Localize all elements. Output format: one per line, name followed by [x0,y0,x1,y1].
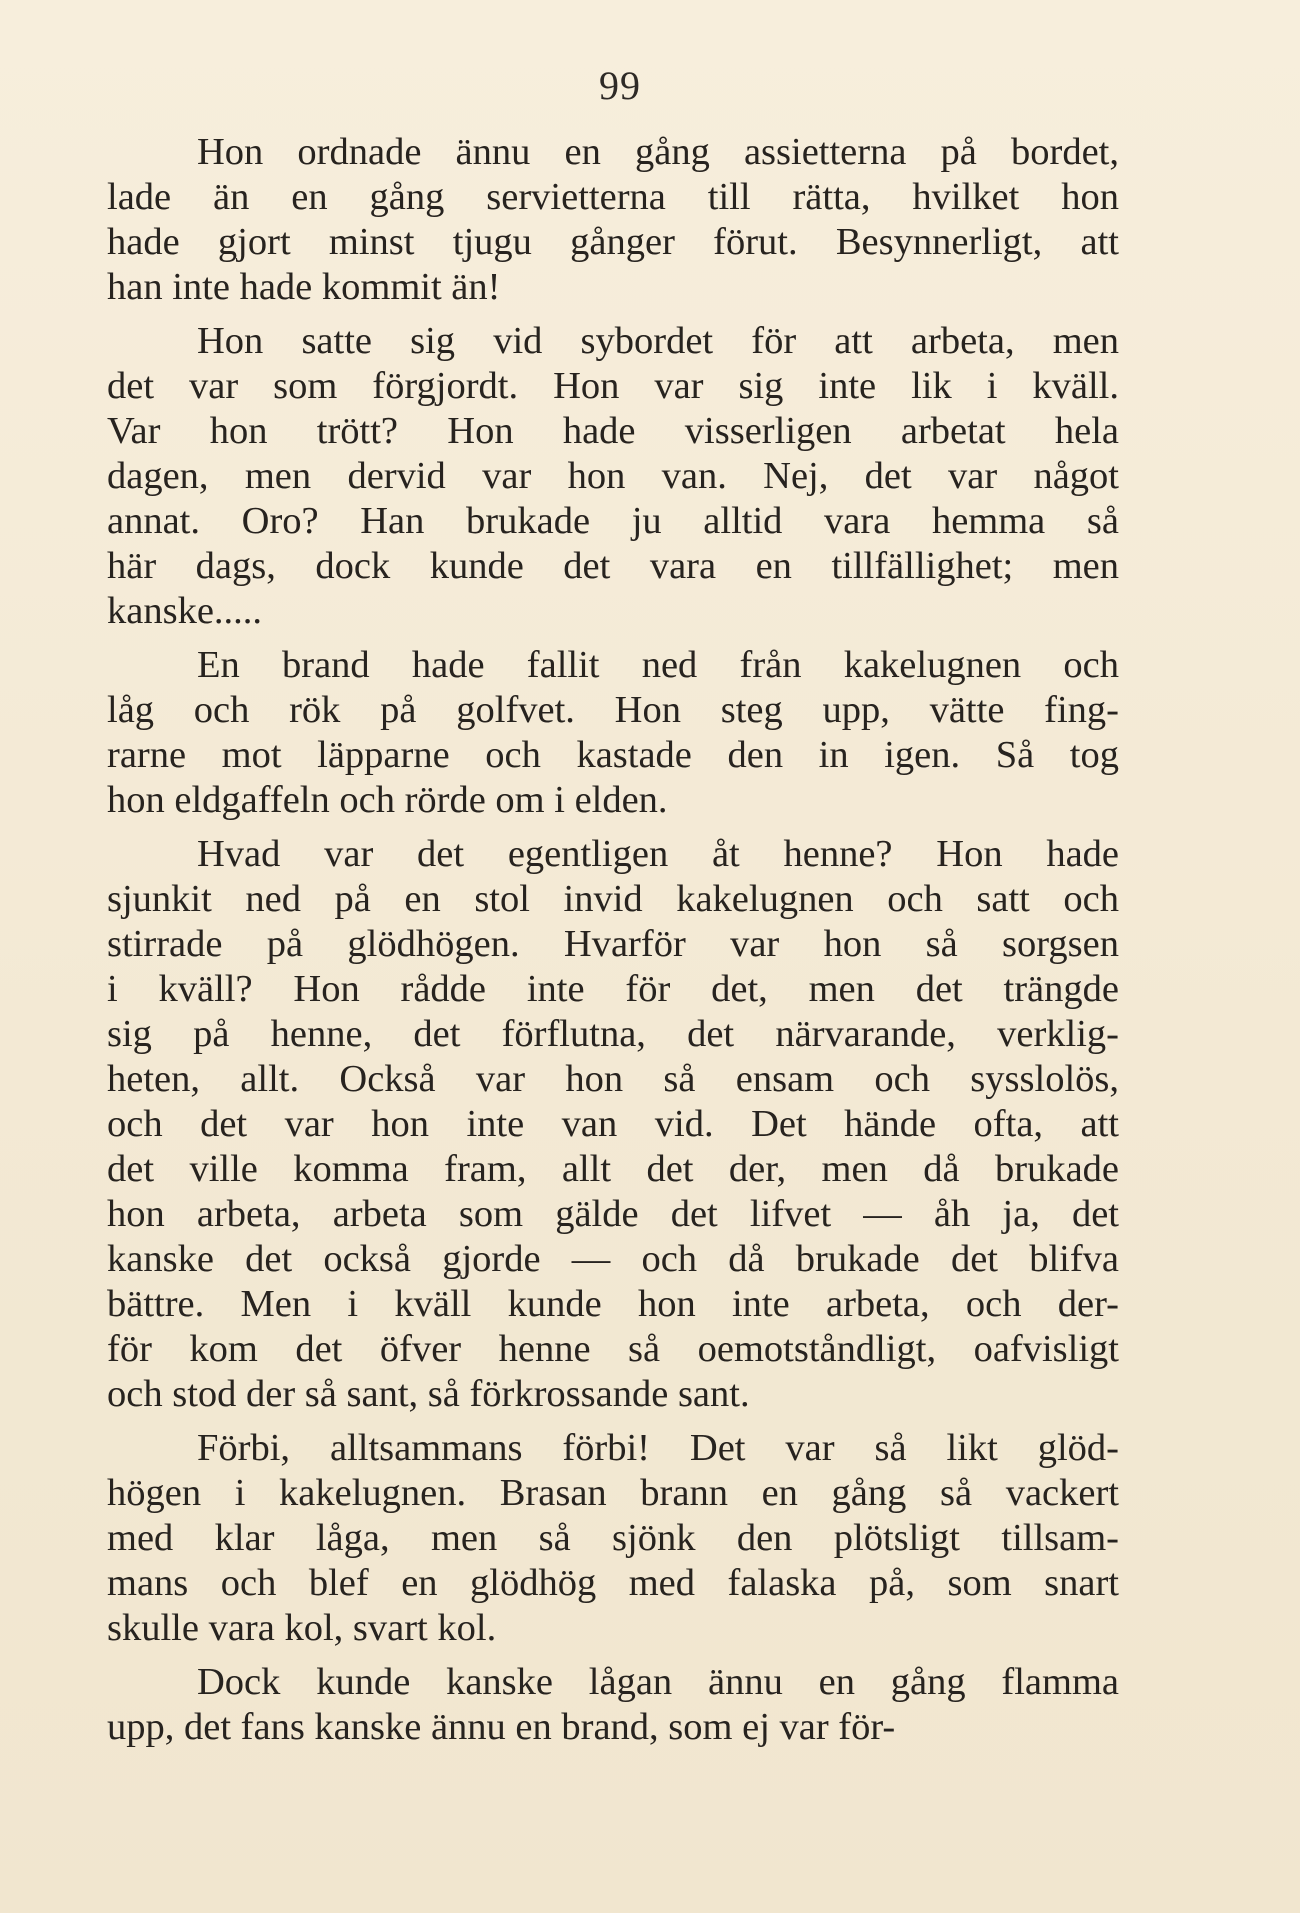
text-line: dagen, men dervid var hon van. Nej, det var något [107,455,1119,497]
text-line: högen i kakelugnen. Brasan brann en gång så vackert [107,1472,1119,1514]
text-line: Dock kunde kanske lågan ännu en gång flamma [197,1661,1119,1703]
text-line: Var hon trött? Hon hade visserligen arbetat hela [107,410,1119,452]
text-line: och det var hon inte van vid. Det hände ofta, att [107,1103,1119,1145]
text-line: det var som förgjordt. Hon var sig inte lik i kväll. [107,365,1119,407]
paragraph [107,643,1119,823]
body-text [107,130,1119,1759]
paragraph [107,319,1119,634]
text-line: kanske..... [107,590,263,632]
paragraph [107,1426,1119,1651]
text-line: sjunkit ned på en stol invid kakelugnen och satt och [107,878,1119,920]
text-line: det ville komma fram, allt det der, men då brukade [107,1148,1119,1190]
text-line: lade än en gång servietterna till rätta, hvilket hon [107,176,1119,218]
text-line: skulle vara kol, svart kol. [107,1607,497,1649]
text-line: hon arbeta, arbeta som gälde det lifvet — åh ja, det [107,1193,1119,1235]
text-line: heten, allt. Också var hon så ensam och sysslolös, [107,1058,1119,1100]
text-line: hade gjort minst tjugu gånger förut. Besynnerligt, att [107,221,1119,263]
text-line: upp, det fans kanske ännu en brand, som ej var för- [107,1706,896,1748]
text-line: En brand hade fallit ned från kakelugnen och [197,644,1119,686]
paragraph [107,1660,1119,1750]
text-line: här dags, dock kunde det vara en tillfällighet; men [107,545,1119,587]
text-line: bättre. Men i kväll kunde hon inte arbeta, och der- [107,1283,1119,1325]
text-line: rarne mot läpparne och kastade den in igen. Så tog [107,734,1119,776]
text-line: för kom det öfver henne så oemotståndligt, oafvisligt [107,1328,1119,1370]
page-number: 99 [599,63,641,108]
text-line: i kväll? Hon rådde inte för det, men det trängde [107,968,1119,1010]
paragraph [107,832,1119,1417]
text-line: kanske det också gjorde — och då brukade det blifva [107,1238,1119,1280]
text-line: Förbi, alltsammans förbi! Det var så likt glöd- [197,1427,1119,1469]
text-line: låg och rök på golfvet. Hon steg upp, vätte fing- [107,689,1119,731]
text-line: Hon ordnade ännu en gång assietterna på bordet, [197,131,1119,173]
text-line: annat. Oro? Han brukade ju alltid vara hemma så [107,500,1119,542]
text-line: stirrade på glödhögen. Hvarför var hon så sorgsen [107,923,1119,965]
text-line: och stod der så sant, så förkrossande sant. [107,1373,750,1415]
paragraph [107,130,1119,310]
text-line: med klar låga, men så sjönk den plötsligt tillsam- [107,1517,1119,1559]
text-line: Hvad var det egentligen åt henne? Hon hade [197,833,1119,875]
text-line: sig på henne, det förflutna, det närvarande, verklig- [107,1013,1119,1055]
text-line: han inte hade kommit än! [107,266,501,308]
text-line: Hon satte sig vid sybordet för att arbeta, men [197,320,1119,362]
text-line: mans och blef en glödhög med falaska på, som snart [107,1562,1119,1604]
text-line: hon eldgaffeln och rörde om i elden. [107,779,668,821]
